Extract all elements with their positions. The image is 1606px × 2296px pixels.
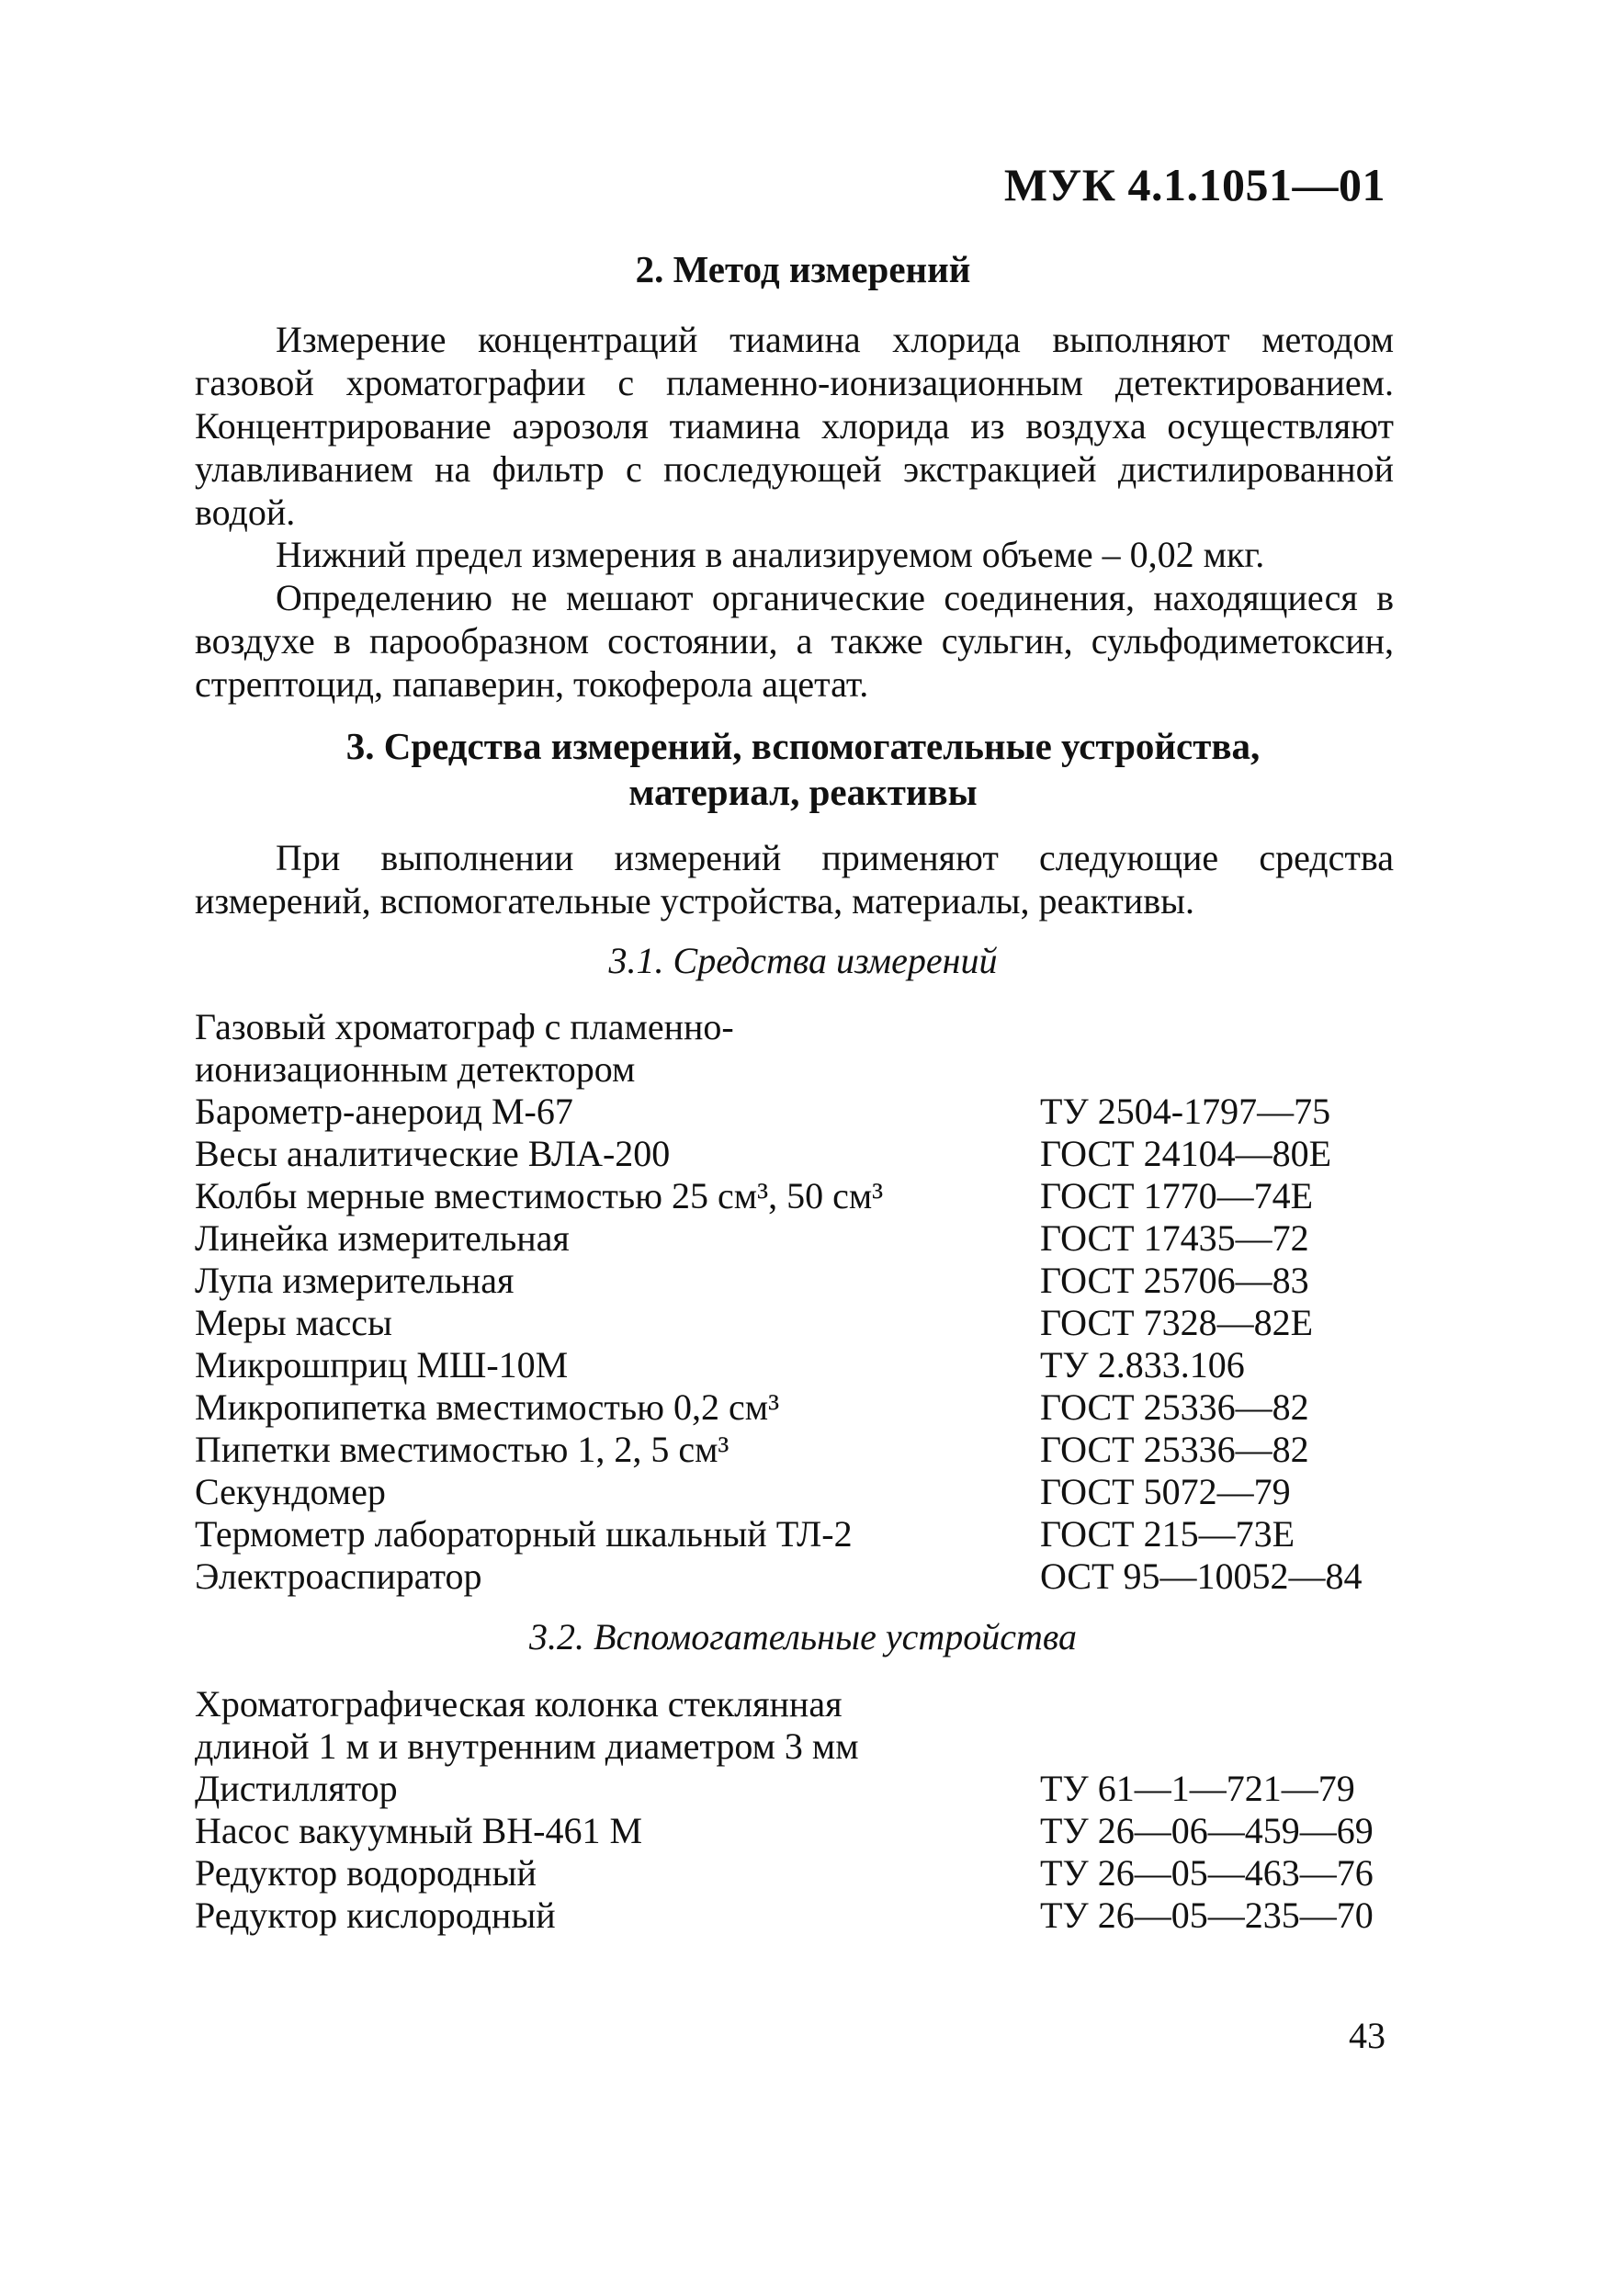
list-item bbox=[195, 1091, 1408, 1133]
document-code: МУК 4.1.1051—01 bbox=[1003, 159, 1385, 210]
subsection-3-1-title: 3.1. Средства измерений bbox=[608, 940, 998, 981]
section-2-paragraph-3: Определению не мешают органические соединения, находящиеся в воздухе в парообразном состоянии, а также сульгин, сульфодиметоксин, стрептоцид, папаверин, токоферола ацетат. bbox=[195, 577, 1394, 705]
item-name: Редуктор водородный bbox=[195, 1852, 537, 1894]
list-item bbox=[195, 1006, 1408, 1091]
list-item bbox=[195, 1133, 1408, 1175]
list-item bbox=[195, 1302, 1408, 1344]
item-name: Меры массы bbox=[195, 1302, 392, 1343]
item-standard: ТУ 2.833.106 bbox=[1040, 1344, 1245, 1386]
item-name: Секундомер bbox=[195, 1471, 386, 1512]
item-name: Весы аналитические ВЛА-200 bbox=[195, 1133, 671, 1174]
item-name: Барометр-анероид М-67 bbox=[195, 1091, 573, 1132]
list-item bbox=[195, 1471, 1408, 1513]
item-name: Линейка измерительная bbox=[195, 1217, 570, 1259]
section-3-title-line-2: материал, реактивы bbox=[628, 771, 978, 813]
item-name: Газовый хроматограф с пламенно-ионизационным детектором bbox=[195, 1006, 734, 1090]
subsection-3-2-title: 3.2. Вспомогательные устройства bbox=[529, 1616, 1077, 1657]
section-2-title: 2. Метод измерений bbox=[635, 248, 971, 290]
list-item bbox=[195, 1260, 1408, 1302]
measurement-instruments-list bbox=[195, 1006, 1408, 1598]
item-name: Редуктор кислородный bbox=[195, 1894, 556, 1936]
item-standard: ТУ 61—1—721—79 bbox=[1040, 1768, 1355, 1809]
item-standard: ГОСТ 24104—80Е bbox=[1040, 1133, 1332, 1174]
section-3-intro: При выполнении измерений применяют следующие средства измерений, вспомогательные устройства, материалы, реактивы. bbox=[195, 837, 1394, 922]
item-standard: ГОСТ 5072—79 bbox=[1040, 1471, 1291, 1512]
list-item bbox=[195, 1344, 1408, 1386]
item-name: Электроаспиратор bbox=[195, 1555, 482, 1597]
section-2-paragraph-2: Нижний предел измерения в анализируемом объеме – 0,02 мкг. bbox=[276, 534, 1265, 575]
list-item bbox=[195, 1217, 1408, 1260]
item-standard: ГОСТ 1770—74Е bbox=[1040, 1175, 1314, 1216]
item-standard: ГОСТ 215—73Е bbox=[1040, 1513, 1295, 1555]
section-3-title-line-1: 3. Средства измерений, вспомогательные устройства, bbox=[345, 725, 1261, 767]
item-name: Насос вакуумный ВН-461 М bbox=[195, 1810, 643, 1851]
item-standard: ТУ 26—05—463—76 bbox=[1040, 1852, 1374, 1894]
list-item bbox=[195, 1768, 1408, 1810]
page-number: 43 bbox=[1349, 2015, 1385, 2056]
list-item bbox=[195, 1386, 1408, 1429]
item-standard: ГОСТ 25706—83 bbox=[1040, 1260, 1309, 1301]
item-name: Хроматографическая колонка стеклянная длиной 1 м и внутренним диаметром 3 мм bbox=[195, 1683, 859, 1767]
list-item bbox=[195, 1810, 1408, 1852]
item-name: Колбы мерные вместимостью 25 см³, 50 см³ bbox=[195, 1175, 884, 1216]
item-standard: ТУ 26—06—459—69 bbox=[1040, 1810, 1374, 1851]
auxiliary-devices-list bbox=[195, 1683, 1408, 1937]
item-standard: ОСТ 95—10052—84 bbox=[1040, 1555, 1363, 1597]
item-standard: ГОСТ 25336—82 bbox=[1040, 1429, 1309, 1470]
item-name: Микрошприц МШ-10М bbox=[195, 1344, 569, 1386]
list-item bbox=[195, 1894, 1408, 1937]
item-standard: ТУ 26—05—235—70 bbox=[1040, 1894, 1374, 1936]
item-name: Пипетки вместимостью 1, 2, 5 см³ bbox=[195, 1429, 729, 1470]
item-name: Дистиллятор bbox=[195, 1768, 398, 1809]
list-item bbox=[195, 1683, 1408, 1768]
list-item bbox=[195, 1429, 1408, 1471]
item-standard: ТУ 2504-1797—75 bbox=[1040, 1091, 1331, 1132]
item-name: Микропипетка вместимостью 0,2 см³ bbox=[195, 1386, 780, 1428]
list-item bbox=[195, 1852, 1408, 1894]
item-standard: ГОСТ 17435—72 bbox=[1040, 1217, 1309, 1259]
list-item bbox=[195, 1513, 1408, 1555]
item-standard: ГОСТ 7328—82Е bbox=[1040, 1302, 1314, 1343]
list-item bbox=[195, 1175, 1408, 1217]
list-item bbox=[195, 1555, 1408, 1598]
item-name: Термометр лабораторный шкальный ТЛ-2 bbox=[195, 1513, 853, 1555]
item-name: Лупа измерительная bbox=[195, 1260, 515, 1301]
item-standard: ГОСТ 25336—82 bbox=[1040, 1386, 1309, 1428]
section-2-paragraph-1: Измерение концентраций тиамина хлорида выполняют методом газовой хроматографии с пламенно-ионизационным детектированием. Концентрирование аэрозоля тиамина хлорида из воздуха осуществляют улавливанием на фильтр с последующей экстракцией дистилированной водой. bbox=[195, 319, 1394, 533]
